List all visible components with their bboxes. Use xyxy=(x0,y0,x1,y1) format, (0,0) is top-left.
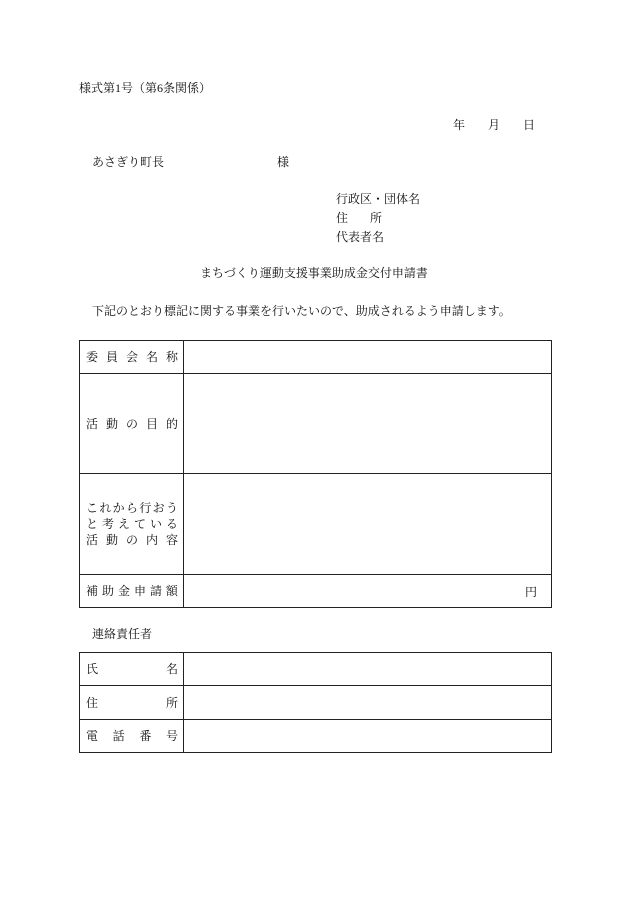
month-label: 月 xyxy=(488,118,501,132)
contact-name-field[interactable] xyxy=(184,653,552,686)
contact-address-field[interactable] xyxy=(184,686,552,720)
application-table xyxy=(79,340,552,608)
label-character: 助 xyxy=(101,584,114,598)
contact-name-label xyxy=(86,661,178,677)
planned-activity-row xyxy=(80,474,552,575)
planned-activity-label-line-3 xyxy=(86,532,178,548)
label-character: 称 xyxy=(165,350,178,364)
label-character: 番 xyxy=(139,729,152,743)
label-character: 内 xyxy=(145,533,158,547)
label-character: ら xyxy=(125,501,138,515)
label-character: 活 xyxy=(86,533,99,547)
applicant-address-label xyxy=(336,210,382,226)
currency-unit: 円 xyxy=(524,584,537,599)
label-character: 員 xyxy=(105,350,118,364)
label-character: え xyxy=(117,517,130,531)
contact-name-label-cell xyxy=(80,653,184,686)
contact-address-row xyxy=(80,686,552,720)
purpose-label xyxy=(86,416,178,432)
label-character: 話 xyxy=(112,729,125,743)
contact-phone-field[interactable] xyxy=(184,720,552,753)
planned-activity-label-line-1 xyxy=(86,500,178,516)
label-character: 名 xyxy=(145,350,158,364)
label-character: る xyxy=(165,517,178,531)
committee-name-row xyxy=(80,341,552,374)
planned-activity-label-line-2 xyxy=(86,516,178,532)
form-number: 様式第1号（第6条関係） xyxy=(79,81,212,95)
subsidy-amount-label-cell xyxy=(80,575,184,608)
subsidy-amount-field[interactable] xyxy=(184,575,552,608)
label-character: れ xyxy=(99,501,112,515)
label-character: 金 xyxy=(117,584,130,598)
label-character: 請 xyxy=(149,584,162,598)
label-character: 考 xyxy=(101,517,114,531)
committee-name-field[interactable] xyxy=(184,341,552,374)
purpose-row xyxy=(80,374,552,474)
day-label: 日 xyxy=(523,118,536,132)
label-character: 動 xyxy=(105,416,118,431)
purpose-label-cell xyxy=(80,374,184,474)
contact-heading: 連絡責任者 xyxy=(92,627,153,641)
label-character: 所 xyxy=(165,695,178,710)
label-character: 額 xyxy=(165,584,178,598)
subsidy-amount-row xyxy=(80,575,552,608)
planned-activity-field[interactable] xyxy=(184,474,552,575)
contact-name-row xyxy=(80,653,552,686)
addressee-name: あさぎり町長 xyxy=(92,155,165,169)
label-character: 活 xyxy=(86,416,99,431)
contact-phone-label-cell xyxy=(80,720,184,753)
label-character: 委 xyxy=(86,350,99,364)
committee-name-label-cell xyxy=(80,341,184,374)
addressee-honorific: 様 xyxy=(277,155,290,169)
label-character: こ xyxy=(86,501,99,515)
year-label: 年 xyxy=(453,118,466,132)
label-character: 住 xyxy=(336,211,349,225)
label-character: 電 xyxy=(86,729,99,743)
label-character: て xyxy=(133,517,146,531)
district-label: 行政区・団体名 xyxy=(336,192,421,206)
application-statement: 下記のとおり標記に関する事業を行いたいので、助成されるよう申請します。 xyxy=(92,304,511,318)
label-character: 住 xyxy=(86,695,99,710)
contact-table xyxy=(79,652,552,753)
label-character: 申 xyxy=(133,584,146,598)
label-character: う xyxy=(165,501,178,515)
label-character: 号 xyxy=(165,729,178,743)
document-title: まちづくり運動支援事業助成金交付申請書 xyxy=(200,266,428,280)
contact-phone-label xyxy=(86,728,178,744)
label-character: 的 xyxy=(165,416,178,431)
label-character: と xyxy=(86,517,99,531)
contact-phone-row xyxy=(80,720,552,753)
label-character: か xyxy=(112,501,125,515)
contact-address-label xyxy=(86,695,178,711)
label-character: 補 xyxy=(86,584,99,598)
purpose-field[interactable] xyxy=(184,374,552,474)
label-character: の xyxy=(125,416,138,431)
label-character: 容 xyxy=(165,533,178,547)
label-character: 目 xyxy=(145,416,158,431)
label-character: の xyxy=(125,533,138,547)
label-character: 行 xyxy=(139,501,152,515)
subsidy-amount-label xyxy=(86,583,178,599)
label-character: お xyxy=(152,501,165,515)
label-character: 氏 xyxy=(86,662,99,676)
label-character: 所 xyxy=(369,211,382,225)
committee-name-label xyxy=(86,349,178,365)
label-character: 名 xyxy=(165,662,178,676)
label-character: 会 xyxy=(125,350,138,364)
label-character: い xyxy=(149,517,162,531)
representative-label: 代表者名 xyxy=(336,230,385,244)
contact-address-label-cell xyxy=(80,686,184,720)
label-character: 動 xyxy=(105,533,118,547)
planned-activity-label-cell xyxy=(80,474,184,575)
